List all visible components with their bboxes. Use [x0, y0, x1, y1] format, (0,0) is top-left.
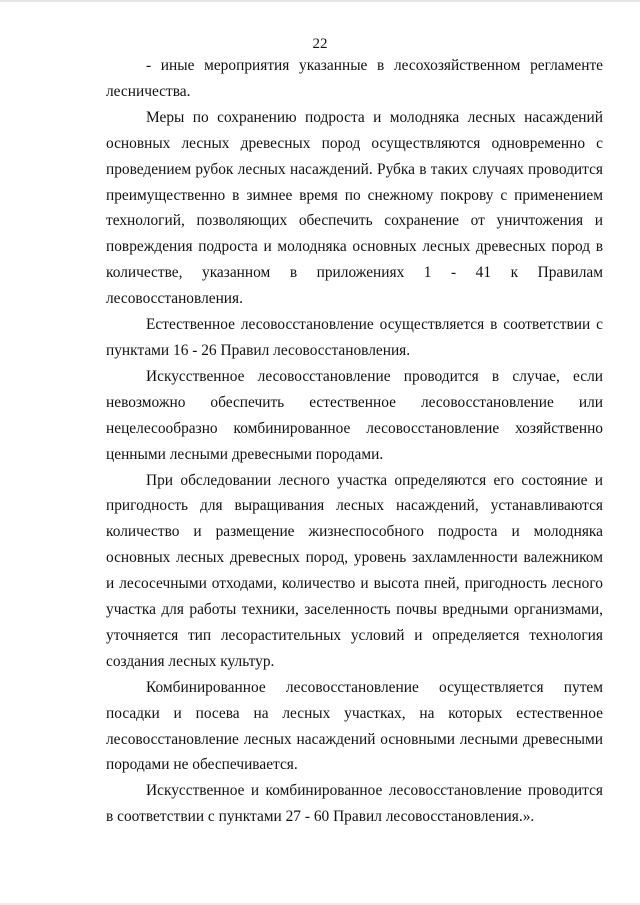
- scan-top-edge: [0, 0, 640, 2]
- document-body: [106, 53, 603, 830]
- paragraph-natural-reforestation: Естественное лесовосстановление осуществляется в соответствии с пунктами 16 - 26 Правил лесовосстановления.: [106, 316, 603, 359]
- page-number: 22: [312, 36, 328, 52]
- paragraph-combined-reforestation: Комбинированное лесовосстановление осуществляется путем посадки и посева на лесных участках, на которых естественное лесовосстановление лесных насаждений основными лесными древесными породами не обеспечивается.: [106, 678, 603, 774]
- paragraph-site-survey: При обследовании лесного участка определяются его состояние и пригодность для выращивания лесных насаждений, устанавливаются количество и размещение жизнеспособного подроста и молодняка основных лесных древесных пород, уровень захламленности валежником и лесосечными отходами, количество и высота пней, пригодность лесного участка для работы техники, заселенность почвы вредными организмами, уточняется тип лесорастительных условий и определяется технология создания лесных культур.: [106, 471, 603, 670]
- paragraph-artificial-reforestation: Искусственное лесовосстановление проводится в случае, если невозможно обеспечить естественное лесовосстановление или нецелесообразно комбинированное лесовосстановление хозяйственно ценными лесными древесными породами.: [106, 367, 603, 463]
- paragraph-other-measures: - иные мероприятия указанные в лесохозяйственном регламенте лесничества.: [106, 57, 603, 100]
- paragraph-reforestation-rules: Искусственное и комбинированное лесовосстановление проводится в соответствии с пунктами 27 - 60 Правил лесовосстановления.».: [106, 782, 603, 826]
- paragraph-undergrowth-preservation: Меры по сохранению подроста и молодняка лесных насаждений основных лесных древесных пород осуществляются одновременно с проведением рубок лесных насаждений. Рубка в таких случаях проводится преимущественно в зимнее время по снежному покрову с применением технологий, позволяющих обеспечить сохранение от уничтожения и повреждения подроста и молодняка основных лесных древесных пород в количестве, указанном в приложениях 1 - 41 к Правилам лесовосстановления.: [106, 108, 603, 308]
